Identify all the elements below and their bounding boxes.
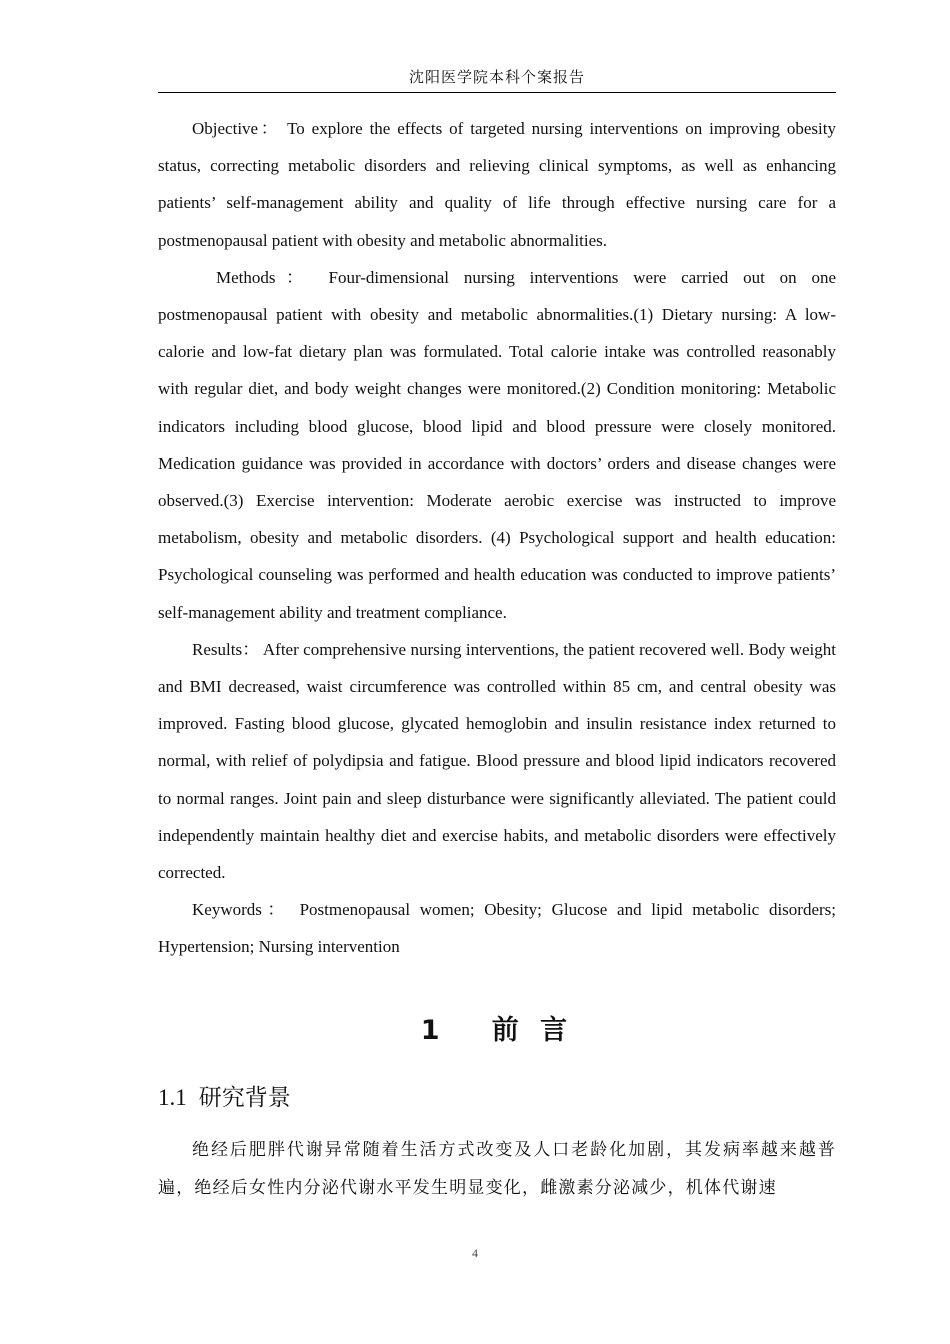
results-paragraph xyxy=(158,631,836,891)
page-number: 4 xyxy=(472,1246,478,1260)
results-label: Results： xyxy=(192,639,260,659)
page-header: 沈阳医学院本科个案报告 xyxy=(158,64,836,93)
section-number: 1.1 xyxy=(158,1085,187,1110)
methods-text: Four-dimensional nursing interventions were carried out on one postmenopausal patient with obesity and metabolic abnormalities.(1) Dietary nursing: A low-calorie and low-fat dietary plan was formulated. Total calorie intake was controlled reasonably with regular diet, and body weight changes were monitored.(2) Condition monitoring: Metabolic indicators including blood glucose, blood lipid and blood pressure were closely monitored. Medication guidance was provided in accordance with doctors’ orders and disease changes were observed.(3) Exercise intervention: Moderate aerobic exercise was instructed to improve metabolism, obesity and metabolic disorders. (4) Psychological support and health education: Psychological counseling was performed and health education was conducted to improve patients’ self-management ability and treatment compliance. xyxy=(158,267,837,622)
keywords-label: Keywords： xyxy=(192,900,290,920)
methods-label: Methods： xyxy=(216,267,314,287)
section-body xyxy=(158,1132,836,1207)
objective-paragraph xyxy=(158,110,836,259)
section-heading xyxy=(158,1078,291,1118)
objective-label: Objective： xyxy=(192,119,281,138)
results-text: After comprehensive nursing interventions, the patient recovered well. Body weight and BMI decreased, waist circumference was controlled within 85 cm, and central obesity was improved. Fasting blood glucose, glycated hemoglobin and insulin resistance index returned to normal, with relief of polydipsia and fatigue. Blood pressure and blood lipid indicators recovered to normal ranges. Joint pain and sleep disturbance were significantly alleviated. The patient could independently maintain healthy diet and exercise habits, and metabolic disorders were effectively corrected. xyxy=(158,639,837,883)
keywords-text: Postmenopausal women; Obesity; Glucose and lipid metabolic disorders; Hypertension; Nursing intervention xyxy=(158,900,836,957)
abstract-body xyxy=(158,110,836,966)
section-title: 研究背景 xyxy=(198,1085,291,1111)
methods-paragraph xyxy=(158,259,836,631)
keywords-paragraph xyxy=(158,891,836,965)
section-paragraph: 绝经后肥胖代谢异常随着生活方式改变及人口老龄化加剧，其发病率越来越普遍，绝经后女性内分泌代谢水平发生明显变化，雌激素分泌减少，机体代谢速 xyxy=(158,1140,836,1198)
chapter-title: 1 前 言 xyxy=(420,1015,574,1046)
objective-text: To explore the effects of targeted nursing interventions on improving obesity status, correcting metabolic disorders and relieving clinical symptoms, as well as enhancing patients’ self-management ability and quality of life through effective nursing care for a postmenopausal patient with obesity and metabolic abnormalities. xyxy=(158,119,836,250)
